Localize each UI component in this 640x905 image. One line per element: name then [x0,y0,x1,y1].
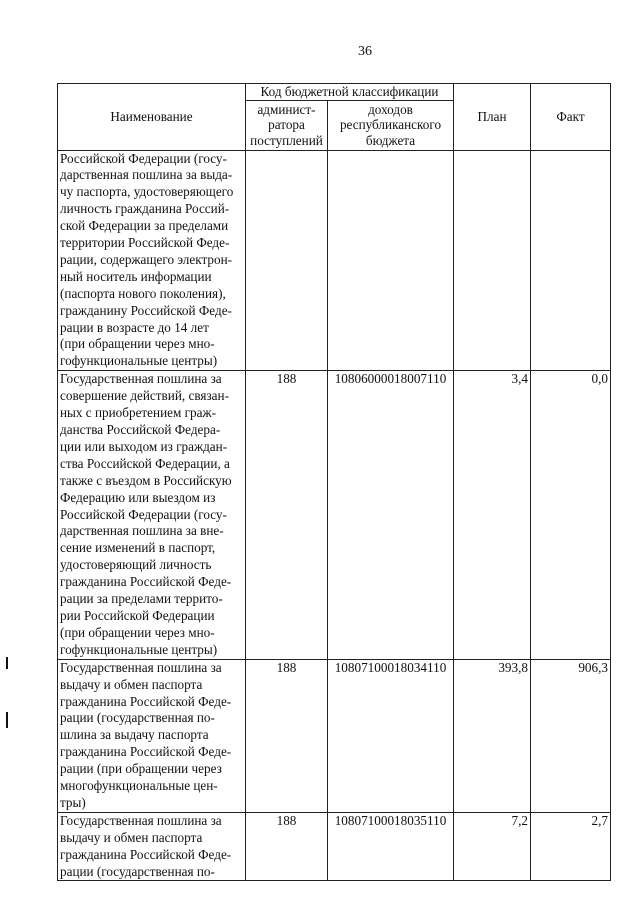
table-row [58,371,611,659]
row-name-cell [58,812,246,881]
header-plan: План [454,84,531,151]
row-income-code: 10807100018034110 [328,659,454,812]
row-fact-value: 906,3 [531,659,611,812]
header-admin: админист- ратора поступлений [246,100,328,150]
table-row [58,150,611,371]
row-name-text: Государственная пошлина за совершение действий, связан- ных с приобретением граж- данства Российской Федера- ции или выходом из граждан- ства Российской Федерации, а также с въездом в Российскую Федерацию или выездом из Российской Федерации (госу- дарственная пошлина за вне- сение изменений в паспорт, удостоверяющий личность гражданина Российской Феде- рации за пределами террито- рии Российской Федерации (при обращении через мно- гофункциональные центры) [60,371,232,657]
budget-income-table [57,83,611,881]
row-name-cell [58,150,246,371]
row-admin-code [246,150,328,371]
row-fact-value: 0,0 [531,371,611,659]
row-income-code: 10807100018035110 [328,812,454,881]
row-plan-value: 3,4 [454,371,531,659]
header-row-top [58,84,611,101]
row-name-text: Государственная пошлина за выдачу и обмен паспорта гражданина Российской Феде- рации (государственная по- шлина за выдачу паспорта гражданина Российской Феде- рации (при обращении через многофункциональные цен- тры) [60,659,232,810]
scan-edge-mark [6,657,8,669]
row-income-code [328,150,454,371]
scan-edge-mark [6,712,8,728]
row-income-code: 10806000018007110 [328,371,454,659]
row-admin-code: 188 [246,812,328,881]
row-fact-value: 2,7 [531,812,611,881]
header-code-group: Код бюджетной классификации [246,84,454,101]
row-name-cell [58,659,246,812]
row-name-text: Российской Федерации (госу- дарственная пошлина за выда- чу паспорта, удостоверяющего личность гражданина Россий- ской Федерации за пределами территории Российской Феде- рации, содержащего электрон- ный носитель информации (паспорта нового поколения), гражданину Российской Феде- рации в возрасте до 14 лет (при обращении через мно- гофункциональные центры) [60,150,234,369]
header-name: Наименование [58,84,246,151]
row-admin-code: 188 [246,659,328,812]
row-plan-value [454,150,531,371]
row-fact-value [531,150,611,371]
row-plan-value: 393,8 [454,659,531,812]
row-name-cell [58,371,246,659]
header-income: доходов республиканского бюджета [328,100,454,150]
row-admin-code: 188 [246,371,328,659]
page-number: 36 [358,44,372,59]
table-row [58,659,611,812]
table-row [58,812,611,881]
row-name-text: Государственная пошлина за выдачу и обмен паспорта гражданина Российской Феде- рации (государственная по- [60,812,232,879]
header-fact: Факт [531,84,611,151]
row-plan-value: 7,2 [454,812,531,881]
